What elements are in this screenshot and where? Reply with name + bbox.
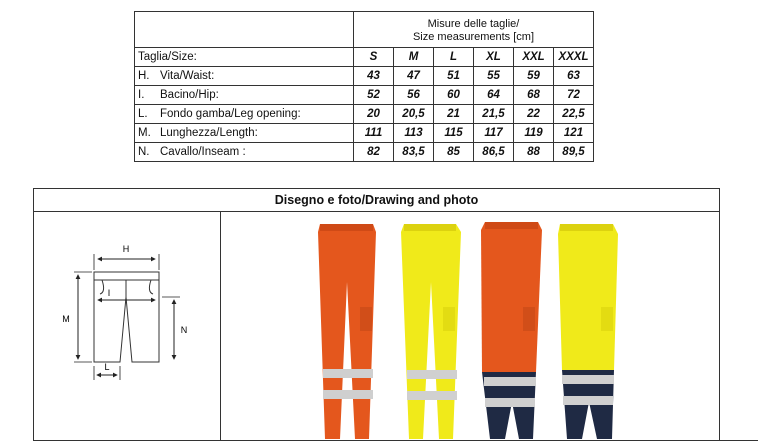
trouser-photo-orange bbox=[318, 224, 376, 439]
value-cell: 119 bbox=[514, 124, 554, 143]
value-cell: 86,5 bbox=[474, 143, 514, 162]
value-cell: 22,5 bbox=[554, 105, 594, 124]
value-cell: 115 bbox=[434, 124, 474, 143]
row-letter: M. bbox=[138, 127, 151, 139]
size-xxxl: XXXL bbox=[554, 48, 594, 67]
photo-strip bbox=[220, 212, 719, 440]
row-label bbox=[135, 105, 354, 124]
row-letter: N. bbox=[138, 146, 150, 158]
table-row bbox=[135, 105, 594, 124]
size-l: L bbox=[434, 48, 474, 67]
value-cell: 47 bbox=[394, 67, 434, 86]
row-letter: H. bbox=[138, 70, 150, 82]
value-cell: 117 bbox=[474, 124, 514, 143]
size-m: M bbox=[394, 48, 434, 67]
row-label bbox=[135, 67, 354, 86]
row-text: Cavallo/Inseam : bbox=[160, 146, 246, 158]
trouser-photo-yellow-navy bbox=[558, 224, 618, 439]
value-cell: 56 bbox=[394, 86, 434, 105]
value-cell: 21,5 bbox=[474, 105, 514, 124]
value-cell: 43 bbox=[354, 67, 394, 86]
value-cell: 82 bbox=[354, 143, 394, 162]
header-line-2: Size measurements [cm] bbox=[412, 30, 535, 43]
value-cell: 121 bbox=[554, 124, 594, 143]
drawing-photo-box bbox=[33, 188, 720, 441]
drawing-title: Disegno e foto/Drawing and photo bbox=[34, 189, 719, 212]
size-table-header-row bbox=[135, 12, 594, 48]
table-row bbox=[135, 67, 594, 86]
size-table-header bbox=[354, 12, 594, 48]
row-label bbox=[135, 143, 354, 162]
value-cell: 72 bbox=[554, 86, 594, 105]
n-label: N bbox=[180, 325, 188, 335]
size-table bbox=[134, 11, 594, 162]
value-cell: 88 bbox=[514, 143, 554, 162]
table-row bbox=[135, 86, 594, 105]
trouser-photo-yellow bbox=[401, 224, 461, 439]
trouser-diagram bbox=[34, 212, 220, 441]
table-row bbox=[135, 143, 594, 162]
value-cell: 68 bbox=[514, 86, 554, 105]
size-s: S bbox=[354, 48, 394, 67]
size-row bbox=[135, 48, 594, 67]
value-cell: 113 bbox=[394, 124, 434, 143]
value-cell: 111 bbox=[354, 124, 394, 143]
bottom-rule bbox=[33, 440, 758, 441]
trouser-outline bbox=[94, 272, 159, 362]
header-blank-cell bbox=[135, 12, 354, 48]
table-row bbox=[135, 124, 594, 143]
size-xl: XL bbox=[474, 48, 514, 67]
value-cell: 83,5 bbox=[394, 143, 434, 162]
technical-drawing bbox=[34, 212, 221, 440]
value-cell: 52 bbox=[354, 86, 394, 105]
value-cell: 22 bbox=[514, 105, 554, 124]
row-letter: I. bbox=[138, 89, 145, 101]
value-cell: 63 bbox=[554, 67, 594, 86]
value-cell: 60 bbox=[434, 86, 474, 105]
i-label: I bbox=[107, 288, 111, 298]
row-text: Lunghezza/Length: bbox=[160, 127, 258, 139]
row-text: Fondo gamba/Leg opening: bbox=[160, 108, 301, 120]
header-line-1: Misure delle taglie/ bbox=[427, 17, 520, 30]
row-text: Vita/Waist: bbox=[160, 70, 215, 82]
value-cell: 89,5 bbox=[554, 143, 594, 162]
value-cell: 20 bbox=[354, 105, 394, 124]
row-label bbox=[135, 86, 354, 105]
value-cell: 64 bbox=[474, 86, 514, 105]
l-label: L bbox=[104, 362, 110, 372]
value-cell: 55 bbox=[474, 67, 514, 86]
size-xxl: XXL bbox=[514, 48, 554, 67]
value-cell: 85 bbox=[434, 143, 474, 162]
trouser-photo-orange-navy bbox=[481, 222, 542, 439]
row-label bbox=[135, 124, 354, 143]
value-cell: 59 bbox=[514, 67, 554, 86]
h-label: H bbox=[122, 244, 130, 254]
row-text: Bacino/Hip: bbox=[160, 89, 219, 101]
value-cell: 51 bbox=[434, 67, 474, 86]
trouser-photos bbox=[220, 212, 719, 440]
m-label: M bbox=[62, 314, 70, 324]
row-letter: L. bbox=[138, 108, 148, 120]
size-label: Taglia/Size: bbox=[135, 48, 354, 67]
value-cell: 20,5 bbox=[394, 105, 434, 124]
value-cell: 21 bbox=[434, 105, 474, 124]
